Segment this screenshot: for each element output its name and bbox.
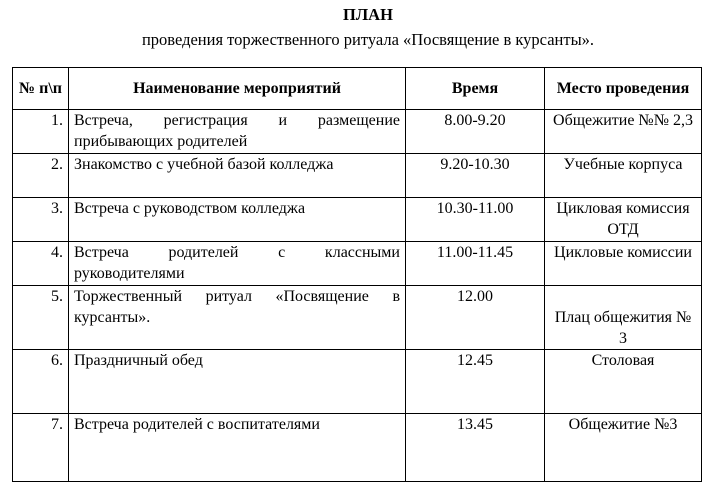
row-time: 12.45 <box>406 350 545 414</box>
row-place: Плац общежития № 3 <box>545 286 702 350</box>
row-time: 10.30-11.00 <box>406 198 545 242</box>
table-header-row <box>13 68 702 110</box>
document-title: ПЛАН <box>343 5 393 24</box>
row-num: 7. <box>13 414 69 482</box>
row-place: Цикловые комиссии <box>545 242 702 286</box>
row-num: 2. <box>13 154 69 198</box>
row-name: Встреча с руководством колледжа <box>69 198 406 242</box>
row-num: 4. <box>13 242 69 286</box>
table-row <box>13 110 702 154</box>
row-place: Цикловая комиссия ОТД <box>545 198 702 242</box>
row-place: Столовая <box>545 350 702 414</box>
header-place: Место проведения <box>545 68 702 110</box>
row-num: 6. <box>13 350 69 414</box>
table-row <box>13 242 702 286</box>
header-num: № п\п <box>13 68 69 110</box>
row-num: 3. <box>13 198 69 242</box>
table-row <box>13 414 702 482</box>
table-row <box>13 350 702 414</box>
row-name: Встреча, регистрация и размещение прибывающих родителей <box>69 110 406 154</box>
row-place: Общежитие №3 <box>545 414 702 482</box>
row-name: Встреча родителей с классными руководителями <box>69 242 406 286</box>
row-name: Встреча родителей с воспитателями <box>69 414 406 482</box>
table-row <box>13 198 702 242</box>
row-name: Праздничный обед <box>69 350 406 414</box>
header-time: Время <box>406 68 545 110</box>
row-place: Общежитие №№ 2,3 <box>545 110 702 154</box>
row-name: Знакомство с учебной базой колледжа <box>69 154 406 198</box>
header-name: Наименование мероприятий <box>69 68 406 110</box>
table-row <box>13 154 702 198</box>
plan-table <box>12 67 702 482</box>
row-time: 11.00-11.45 <box>406 242 545 286</box>
row-place: Учебные корпуса <box>545 154 702 198</box>
row-num: 5. <box>13 286 69 350</box>
document-subtitle: проведения торжественного ритуала «Посвящение в курсанты». <box>141 30 595 49</box>
row-name: Торжественный ритуал «Посвящение в курсанты». <box>69 286 406 350</box>
row-time: 12.00 <box>406 286 545 350</box>
table-row <box>13 286 702 350</box>
row-num: 1. <box>13 110 69 154</box>
row-time: 8.00-9.20 <box>406 110 545 154</box>
row-time: 13.45 <box>406 414 545 482</box>
row-time: 9.20-10.30 <box>406 154 545 198</box>
